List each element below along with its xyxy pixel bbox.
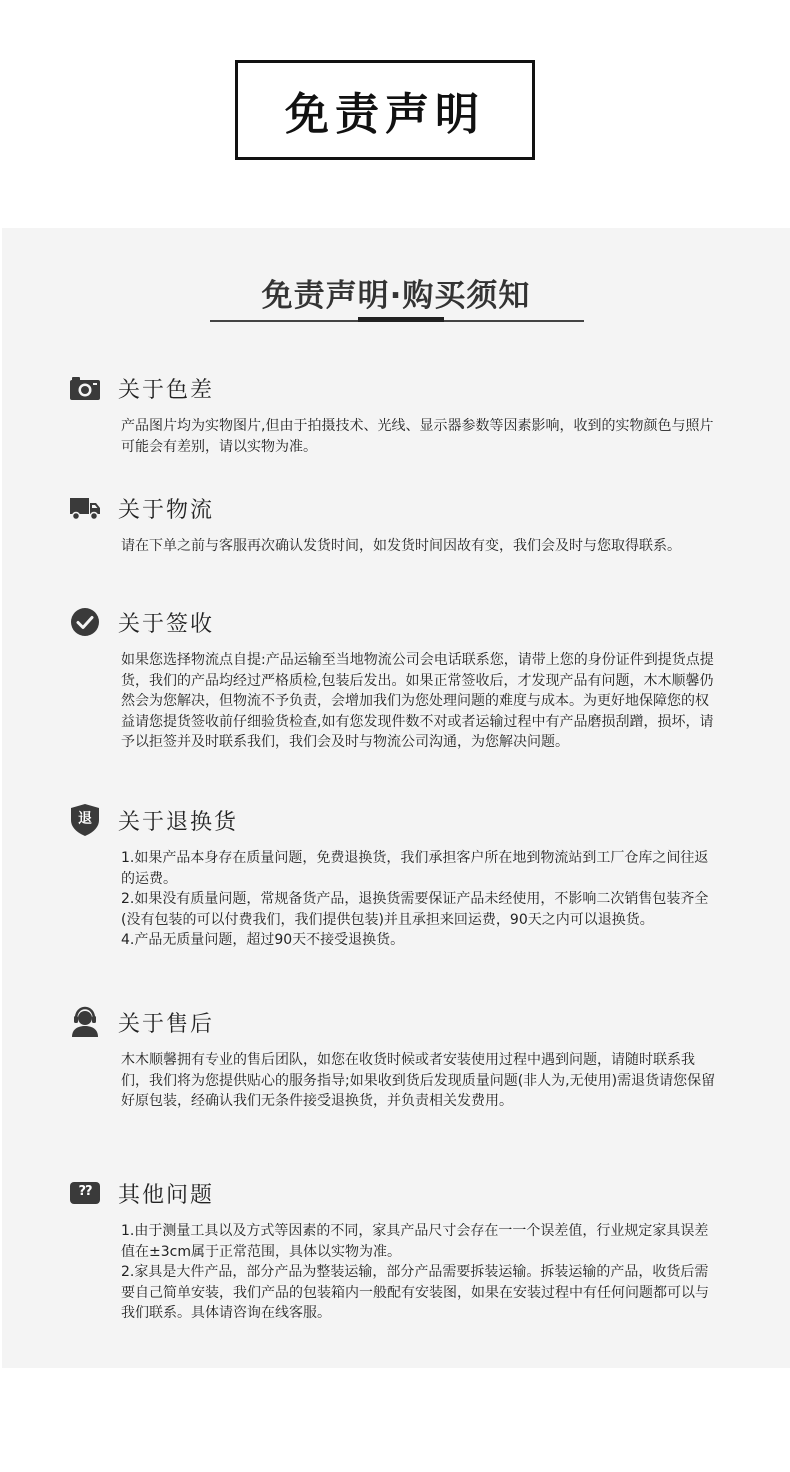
section-title: 关于签收 bbox=[118, 611, 215, 637]
section-text: 1.如果产品本身存在质量问题，免费退换货，我们承担客户所在地到物流站到工厂仓库之间往返的运费。 bbox=[121, 850, 709, 887]
section-color-difference bbox=[68, 370, 728, 457]
check-circle-icon bbox=[68, 605, 102, 639]
customer-service-icon bbox=[68, 1005, 102, 1039]
section-title: 关于物流 bbox=[118, 497, 215, 523]
question-icon bbox=[68, 1176, 102, 1210]
section-text: 木木顺馨拥有专业的售后团队，如您在收货时候或者安装使用过程中遇到问题，请随时联系我们，我们将为您提供贴心的服务指导;如果收到货后发现质量问题(非人为,无使用)需退货请您保留好原包装，经确认我们无条件接受退换货，并负责相关发费用。 bbox=[121, 1052, 716, 1109]
disclaimer-banner bbox=[235, 60, 535, 160]
section-title: 关于退换货 bbox=[118, 809, 239, 835]
section-text: 产品图片均为实物图片,但由于拍摄技术、光线、显示器参数等因素影响，收到的实物颜色与照片可能会有差别，请以实物为准。 bbox=[121, 418, 714, 455]
section-after-sales bbox=[68, 1004, 728, 1112]
section-logistics bbox=[68, 490, 728, 557]
section-text: 1.由于测量工具以及方式等因素的不同，家具产品尺寸会存在一一个误差值，行业规定家具误差值在±3cm属于正常范围，具体以实物为准。 bbox=[121, 1223, 709, 1260]
return-shield-icon bbox=[68, 803, 102, 837]
section-text: 请在下单之前与客服再次确认发货时间，如发货时间因故有变，我们会及时与您取得联系。 bbox=[121, 538, 681, 554]
truck-icon bbox=[68, 491, 102, 525]
panel-title: 免责声明·购买须知 bbox=[261, 278, 531, 314]
section-text: 4.产品无质量问题，超过90天不接受退换货。 bbox=[121, 932, 405, 948]
banner-title: 免责声明 bbox=[285, 89, 485, 140]
notice-panel bbox=[2, 228, 790, 1368]
section-title: 其他问题 bbox=[118, 1182, 215, 1208]
return-shield-label: 退 bbox=[78, 811, 92, 827]
section-text: 2.如果没有质量问题，常规备货产品，退换货需要保证产品未经使用，不影响二次销售包装齐全(没有包装的可以付费我们，我们提供包装)并且承担来回运费，90天之内可以退换货。 bbox=[121, 891, 709, 928]
section-title: 关于色差 bbox=[118, 377, 215, 403]
title-divider-accent bbox=[358, 317, 444, 322]
camera-icon bbox=[68, 371, 102, 405]
section-text: 如果您选择物流点自提:产品运输至当地物流公司会电话联系您，请带上您的身份证件到提货点提货，我们的产品均经过严格质检,包装后发出。如果正常签收后，才发现产品有问题，木木顺馨仍然会为您解决，但物流不予负责，会增加我们为您处理问题的难度与成本。为更好地保障您的权益请您提货签收前仔细验货检查,如有您发现件数不对或者运输过程中有产品磨损刮蹭，损坏，请予以拒签并及时联系我们，我们会及时与物流公司沟通，为您解决问题。 bbox=[121, 652, 714, 750]
section-other-questions bbox=[68, 1175, 728, 1324]
section-receipt bbox=[68, 604, 728, 753]
section-text: 2.家具是大件产品，部分产品为整装运输，部分产品需要拆装运输。拆装运输的产品，收货后需要自己简单安装，我们产品的包装箱内一般配有安装图，如果在安装过程中有任何问题都可以与我们联系。具体请咨询在线客服。 bbox=[121, 1264, 709, 1321]
section-title: 关于售后 bbox=[118, 1011, 215, 1037]
question-icon-label: ?? bbox=[78, 1184, 92, 1199]
section-returns bbox=[68, 802, 728, 951]
